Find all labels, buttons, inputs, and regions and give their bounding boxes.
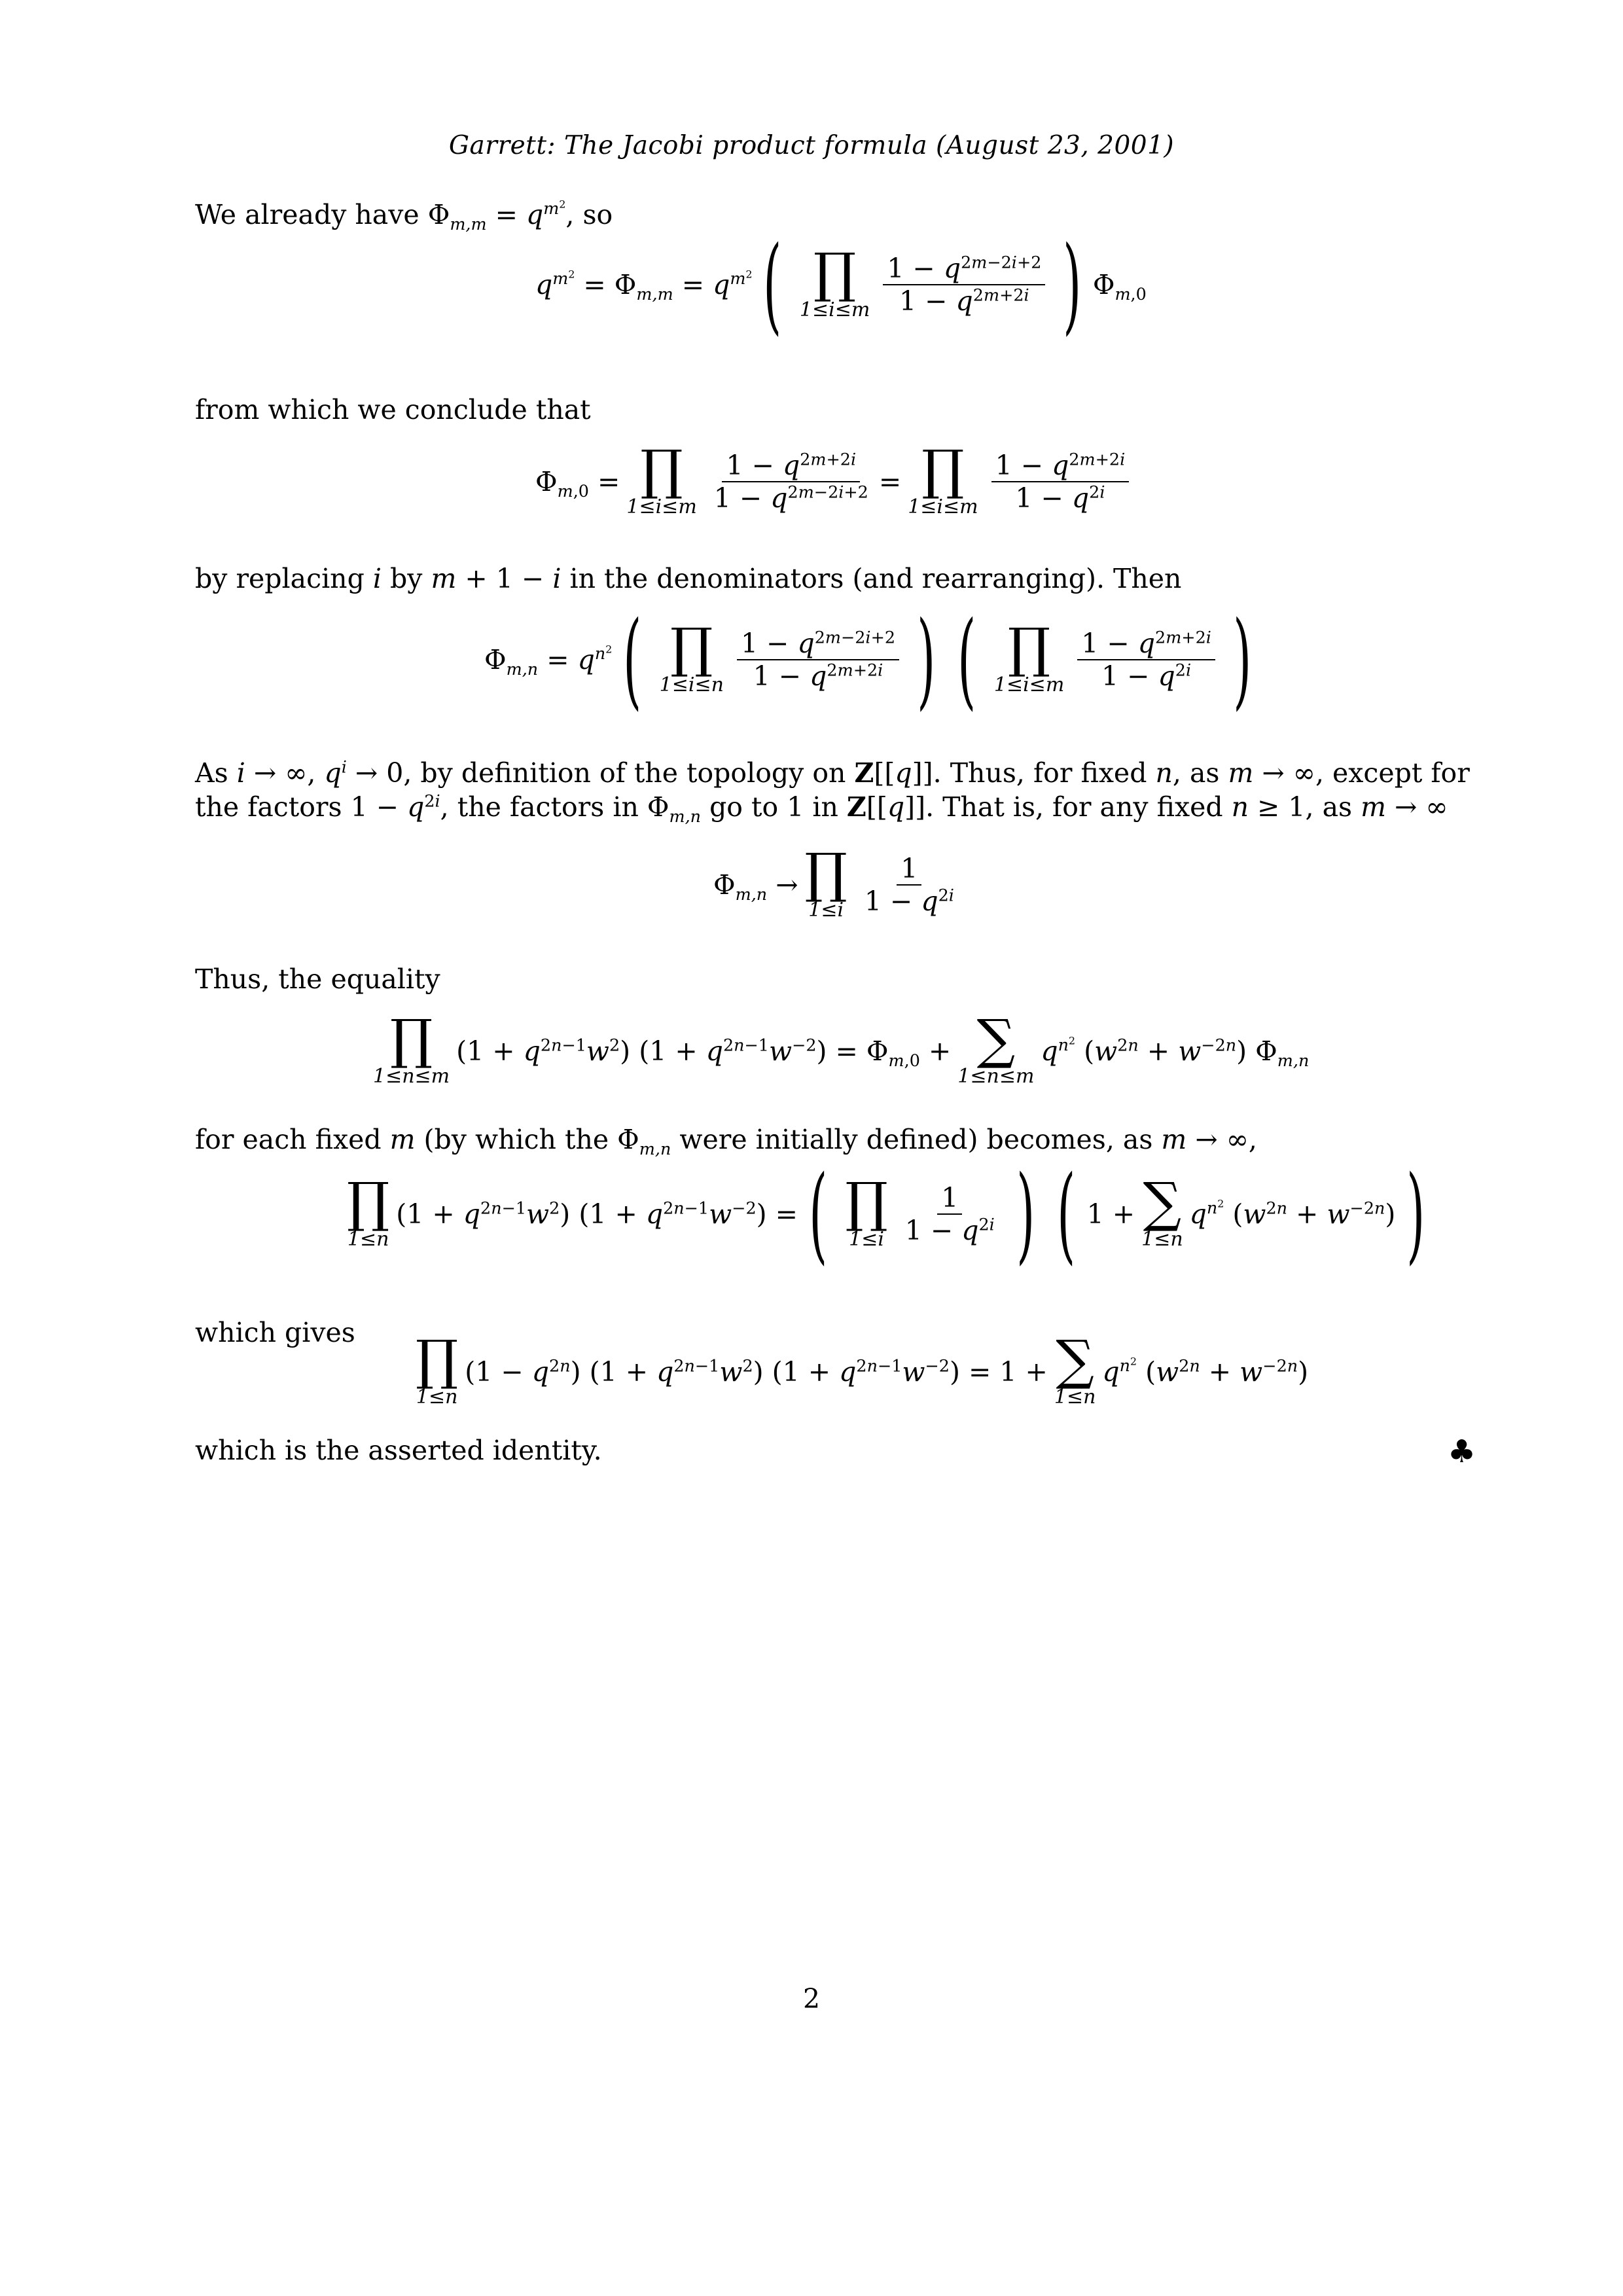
- paragraph-2: from which we conclude that: [195, 394, 591, 425]
- right-paren: ): [1063, 223, 1082, 346]
- product-symbol: ∏ 1≤i: [804, 842, 847, 922]
- fraction: $\frac{1 - q^{2m+2i}}{1 - q^{2i}}$: [1077, 628, 1215, 692]
- product-symbol: ∏ 1≤n: [416, 1329, 459, 1408]
- right-paren: ): [1406, 1153, 1425, 1275]
- p1-text: We already have $\Phi_{m,m} = q^{m^2}$, so: [195, 198, 613, 234]
- product-symbol: ∏ 1≤n≤m: [373, 1009, 450, 1088]
- left-paren: (: [763, 223, 782, 346]
- left-paren: (: [957, 598, 976, 721]
- fraction: $\frac{1 - q^{2m-2i+2}}{1 - q^{2m+2i}}$: [737, 628, 899, 692]
- equation-7: ∏ 1≤n $(1 - q^{2n})$ $(1 + q^{2n-1}w^2)$ $(1 + q^{2n-1}w^{-2}) = 1$ + ∑ 1≤n $q^{n^2}$ $(w^{2n} + w^{-2n})$: [416, 1329, 1309, 1408]
- page-number: 2: [802, 1983, 821, 2015]
- right-paren: ): [1016, 1153, 1035, 1275]
- paragraph-7: which gives: [195, 1317, 355, 1348]
- sum-symbol: ∑ 1≤n≤m: [957, 1009, 1035, 1088]
- left-paren: (: [1057, 1153, 1076, 1275]
- end-of-proof-symbol: ♣: [1448, 1433, 1476, 1470]
- equation-5: ∏ 1≤n≤m $(1 + q^{2n-1}w^2)$ $(1 + q^{2n-1}w^{-2}) = \Phi_{m,0}$ + ∑ 1≤n≤m $q^{n^2}$ $(w^{2n} + w^{-2n})$ $\Phi_{m,n}$: [373, 1009, 1310, 1088]
- equation-3: $\Phi_{m,n} = q^{n^2}$ ( ∏ 1≤i≤n $\frac{1 - q^{2m-2i+2}}{1 - q^{2m+2i}}$ ) ( ∏ 1≤i≤m $\frac{1 - q^{2m+2i}}{1 - q^{2i}}$ ): [484, 598, 1252, 721]
- fraction: $\frac{1}{1 - q^{2i}}$: [904, 1182, 995, 1246]
- product-symbol: ∏ 1≤i: [845, 1172, 888, 1251]
- equation-6: ∏ 1≤n $(1 + q^{2n-1}w^2)$ $(1 + q^{2n-1}w^{-2})$ = ( ∏ 1≤i $\frac{1}{1 - q^{2i}}$ ) ( 1 + ∑ 1≤n $q^{n^2}$ $(w^{2n} + w^{-2n})$ ): [347, 1153, 1425, 1275]
- left-paren: (: [809, 1153, 828, 1275]
- product-symbol: ∏ 1≤i≤n: [659, 617, 724, 696]
- product-symbol: ∏ 1≤n: [347, 1172, 390, 1251]
- product-symbol: ∏ 1≤i≤m: [908, 439, 978, 518]
- fraction: $\frac{1}{1 - q^{2i}}$: [864, 853, 954, 917]
- left-paren: (: [623, 598, 642, 721]
- paragraph-3: by replacing i by m + 1 − i in the denominators (and rearranging). Then: [195, 563, 1182, 594]
- right-paren: ): [917, 598, 936, 721]
- fraction: $\frac{1 - q^{2m+2i}}{1 - q^{2i}}$: [991, 450, 1130, 514]
- equation-4: $\Phi_{m,n}$ → ∏ 1≤i $\frac{1}{1 - q^{2i}}$: [713, 848, 965, 922]
- paragraph-4: As i → ∞, $q^i \to 0$, by definition of the topology on Z[[q]]. Thus, for fixed n, as m → ∞, except for the factors $1 - q^{2i}$, the factors in $\Phi_{m,n}$ go to 1 in Z[[q]]. That is, for any fixed n ≥ 1, as m → ∞: [195, 757, 1470, 827]
- equation-2: $\Phi_{m,0}$ = ∏ 1≤i≤m $\frac{1 - q^{2m+2i}}{1 - q^{2m-2i+2}}$ = ∏ 1≤i≤m $\frac{1 - q^{2m+2i}}{1 - q^{2i}}$: [535, 445, 1135, 518]
- product-symbol: ∏ 1≤i≤m: [799, 242, 870, 321]
- fraction: $\frac{1 - q^{2m-2i+2}}{1 - q^{2m+2i}}$: [883, 253, 1045, 317]
- paragraph-8: which is the asserted identity.: [195, 1435, 602, 1466]
- right-paren: ): [1233, 598, 1252, 721]
- paragraph-5: Thus, the equality: [195, 963, 440, 995]
- equation-1: $q^{m^2} = \Phi_{m,m} = q^{m^2}$ ( ∏ 1≤i≤m $\frac{1 - q^{2m-2i+2}}{1 - q^{2m+2i}}$ ) $\Phi_{m,0}$: [535, 223, 1147, 346]
- product-symbol: ∏ 1≤i≤m: [626, 439, 697, 518]
- sum-symbol: ∑ 1≤n: [1054, 1329, 1096, 1408]
- fraction: $\frac{1 - q^{2m+2i}}{1 - q^{2m-2i+2}}$: [713, 449, 868, 514]
- product-symbol: ∏ 1≤i≤m: [993, 617, 1065, 696]
- paragraph-6: for each fixed m (by which the $\Phi_{m,n}$ were initially defined) becomes, as m → ∞,: [195, 1124, 1257, 1159]
- running-header: Garrett: The Jacobi product formula (August 23, 2001): [448, 131, 1175, 160]
- paragraph-1: [195, 198, 1471, 232]
- sum-symbol: ∑ 1≤n: [1141, 1172, 1183, 1251]
